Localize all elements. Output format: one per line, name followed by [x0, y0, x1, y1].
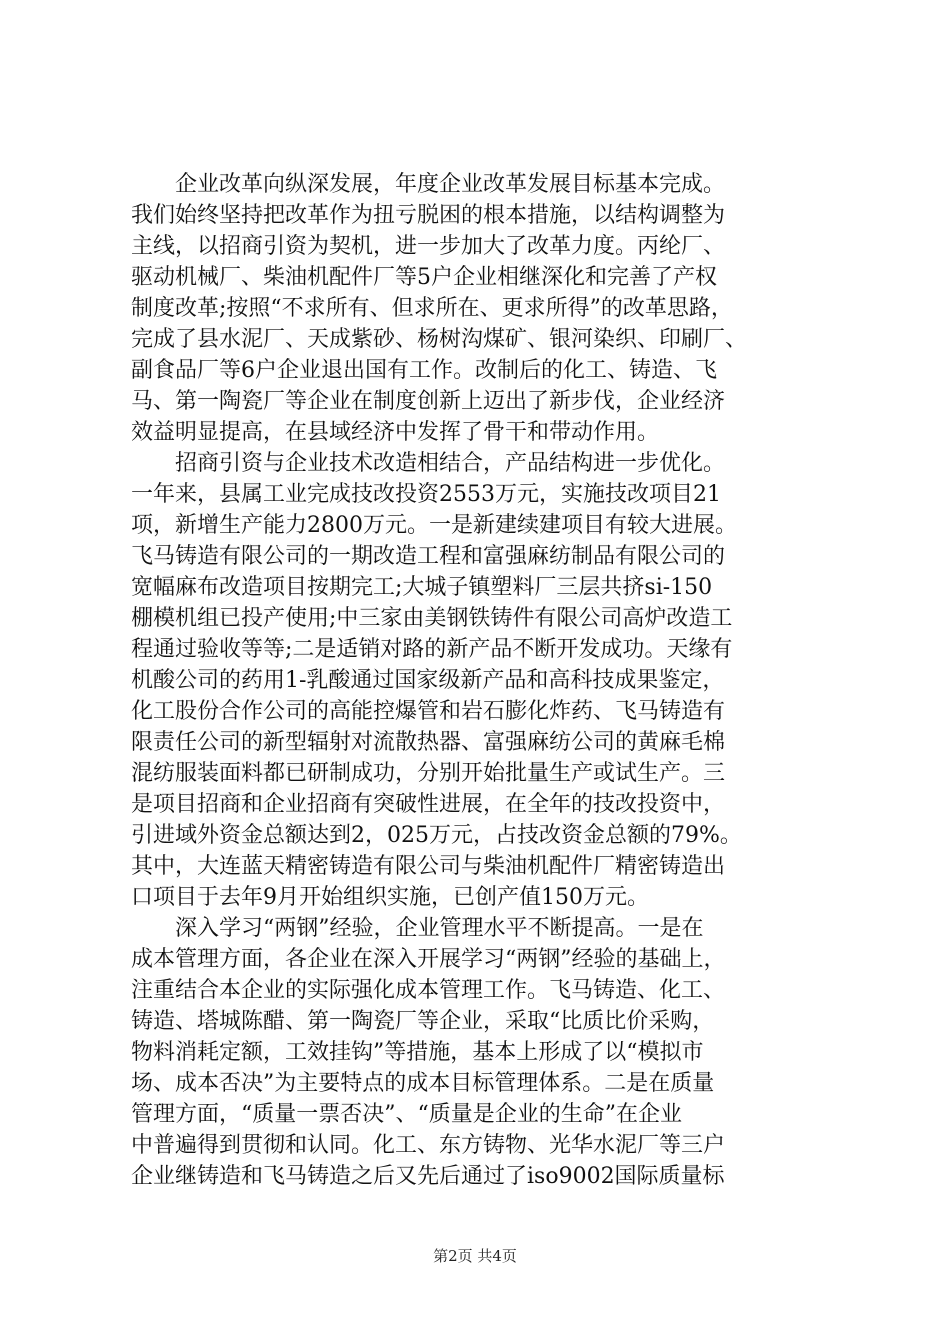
text-line: 驱动机械厂、柴油机配件厂等5户企业相继深化和完善了产权 — [131, 265, 717, 290]
text-line: 制度改革;按照“不求所有、但求所在、更求所得”的改革思路， — [131, 296, 733, 321]
text-line: 效益明显提高，在县域经济中发挥了骨干和带动作用。 — [131, 420, 660, 445]
text-line: 一年来，县属工业完成技改投资2553万元，实施技改项目21 — [131, 482, 721, 507]
text-line: 飞马铸造有限公司的一期改造工程和富强麻纺制品有限公司的 — [131, 544, 726, 569]
text-line: 其中，大连蓝天精密铸造有限公司与柴油机配件厂精密铸造出 — [131, 854, 726, 879]
text-line: 机酸公司的药用1-乳酸通过国家级新产品和高科技成果鉴定， — [131, 668, 725, 693]
text-line: 我们始终坚持把改革作为扭亏脱困的根本措施，以结构调整为 — [131, 203, 726, 228]
text-line: 完成了县水泥厂、天成紫砂、杨树沟煤矿、银河染织、印刷厂、 — [131, 327, 748, 352]
text-line: 成本管理方面，各企业在深入开展学习“两钢”经验的基础上， — [131, 947, 726, 972]
text-line: 程通过验收等等;二是适销对路的新产品不断开发成功。天缘有 — [131, 637, 733, 662]
text-line: 场、成本否决”为主要特点的成本目标管理体系。二是在质量 — [131, 1071, 715, 1096]
text-line: 招商引资与企业技术改造相结合，产品结构进一步优化。 — [131, 451, 726, 476]
text-line: 项，新增生产能力2800万元。一是新建续建项目有较大进展。 — [131, 513, 737, 538]
text-line: 引进域外资金总额达到2，025万元，占技改资金总额的79%。 — [131, 823, 742, 848]
body-text — [131, 169, 831, 1192]
text-line: 口项目于去年9月开始组织实施，已创产值150万元。 — [131, 885, 649, 910]
text-line: 物料消耗定额，工效挂钩”等措施，基本上形成了以“模拟市 — [131, 1040, 704, 1065]
text-line: 限责任公司的新型辐射对流散热器、富强麻纺公司的黄麻毛棉 — [131, 730, 726, 755]
text-line: 管理方面，“质量一票否决”、“质量是企业的生命”在企业 — [131, 1102, 682, 1127]
text-line: 是项目招商和企业招商有突破性进展，在全年的技改投资中， — [131, 792, 726, 817]
text-line: 企业改革向纵深发展，年度企业改革发展目标基本完成。 — [131, 172, 726, 197]
text-line: 宽幅麻布改造项目按期完工;大城子镇塑料厂三层共挤si-150 — [131, 575, 713, 600]
text-line: 马、第一陶瓷厂等企业在制度创新上迈出了新步伐，企业经济 — [131, 389, 726, 414]
text-line: 副食品厂等6户企业退出国有工作。改制后的化工、铸造、飞 — [131, 358, 717, 383]
text-line: 企业继铸造和飞马铸造之后又先后通过了iso9002国际质量标 — [131, 1164, 725, 1189]
text-line: 铸造、塔城陈醋、第一陶瓷厂等企业，采取“比质比价采购， — [131, 1009, 715, 1034]
text-line: 主线，以招商引资为契机，进一步加大了改革力度。丙纶厂、 — [131, 234, 726, 259]
text-line: 注重结合本企业的实际强化成本管理工作。飞马铸造、化工、 — [131, 978, 726, 1003]
page-footer: 第2页 共4页 — [433, 1247, 517, 1265]
text-line: 化工股份合作公司的高能控爆管和岩石膨化炸药、飞马铸造有 — [131, 699, 726, 724]
text-line: 中普遍得到贯彻和认同。化工、东方铸物、光华水泥厂等三户 — [131, 1133, 726, 1158]
text-line: 棚模机组已投产使用;中三家由美钢铁铸件有限公司高炉改造工 — [131, 606, 733, 631]
text-line: 深入学习“两钢”经验，企业管理水平不断提高。一是在 — [131, 916, 704, 941]
text-line: 混纺服装面料都已研制成功，分别开始批量生产或试生产。三 — [131, 761, 726, 786]
